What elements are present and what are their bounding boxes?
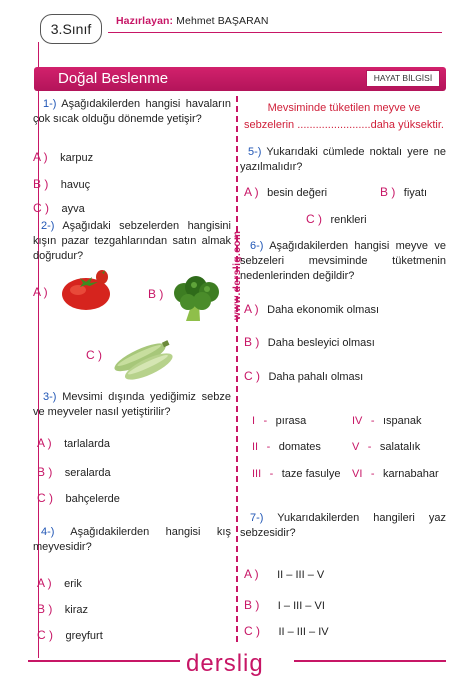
option-b[interactable] xyxy=(244,596,325,614)
option-letter: B ) xyxy=(33,177,49,191)
option-text: renkleri xyxy=(330,214,367,226)
author-label: Hazırlayan: xyxy=(116,15,174,27)
option-text: fiyatı xyxy=(403,187,428,199)
question-1 xyxy=(33,97,231,127)
option-a[interactable] xyxy=(244,300,379,318)
question-number: 1-) xyxy=(43,98,57,110)
option-a[interactable] xyxy=(244,565,324,583)
list-item xyxy=(252,464,340,482)
option-text: ayva xyxy=(61,203,85,215)
question-number: 2-) xyxy=(41,220,55,232)
option-c[interactable] xyxy=(306,210,367,228)
option-b[interactable] xyxy=(148,285,163,303)
list-separator: - xyxy=(370,415,375,427)
tomato-icon[interactable] xyxy=(58,268,116,312)
question-4 xyxy=(33,525,231,555)
question-number: 5-) xyxy=(248,146,262,158)
watermark: www.derslig.com xyxy=(232,230,243,320)
question-number: 6-) xyxy=(250,240,264,252)
option-text: Daha besleyici olması xyxy=(267,337,375,349)
option-letter: C ) xyxy=(86,348,102,362)
list-item xyxy=(252,437,321,455)
option-c[interactable] xyxy=(37,489,120,507)
broccoli-icon[interactable] xyxy=(172,275,222,323)
option-c[interactable] xyxy=(244,367,363,385)
option-text: Daha pahalı olması xyxy=(268,371,364,383)
option-text: seralarda xyxy=(64,467,111,479)
option-b[interactable] xyxy=(37,463,111,481)
option-c[interactable] xyxy=(33,199,85,217)
list-item xyxy=(252,411,306,429)
subject-badge: HAYAT BİLGİSİ xyxy=(366,70,440,87)
question-text: Yukarıdaki cümlede noktalı yere ne yazılmalıdır? xyxy=(240,146,446,173)
option-letter: B ) xyxy=(244,598,260,612)
question-text: Aşağıdakilerden hangisi havaların çok sıcak olduğu dönemde yetişir? xyxy=(33,98,231,125)
option-c[interactable] xyxy=(37,626,103,644)
option-letter: A ) xyxy=(33,285,48,299)
option-a[interactable] xyxy=(37,574,82,592)
option-text: II – III – IV xyxy=(278,626,329,638)
option-letter: C ) xyxy=(33,201,49,215)
option-text: havuç xyxy=(60,179,91,191)
question-text: Aşağıdaki sebzelerden hangisini kışın pazar tezgahlarından satın almak doğrudur? xyxy=(33,220,231,262)
option-a[interactable] xyxy=(244,183,327,201)
list-separator: - xyxy=(367,441,372,453)
option-text: erik xyxy=(64,578,82,590)
option-text: bahçelerde xyxy=(65,493,120,505)
option-letter: B ) xyxy=(37,465,53,479)
option-a[interactable] xyxy=(37,434,110,452)
page-frame-line xyxy=(38,42,39,658)
option-text: kiraz xyxy=(64,604,89,616)
question-5 xyxy=(240,145,446,175)
question-7 xyxy=(240,511,446,541)
option-letter: C ) xyxy=(37,491,53,505)
header-underline xyxy=(108,32,442,33)
list-number: V xyxy=(352,441,360,453)
option-letter: A ) xyxy=(244,567,259,581)
option-text: greyfurt xyxy=(65,630,103,642)
option-letter: B ) xyxy=(244,335,260,349)
question-6 xyxy=(240,239,446,284)
statement-line-1: Mevsiminde tüketilen meyve ve xyxy=(267,102,421,114)
option-letter: B ) xyxy=(37,602,53,616)
list-separator: - xyxy=(370,468,375,480)
option-letter: C ) xyxy=(244,624,260,638)
list-text: salatalık xyxy=(379,441,421,453)
zucchini-icon[interactable] xyxy=(112,338,176,384)
list-item xyxy=(352,437,420,455)
option-c[interactable] xyxy=(244,622,329,640)
derslig-logo[interactable]: derslig xyxy=(186,650,264,677)
option-b[interactable] xyxy=(37,600,88,618)
list-text: taze fasulye xyxy=(281,468,341,480)
option-text: tarlalarda xyxy=(64,438,110,450)
list-text: domates xyxy=(278,441,321,453)
option-b[interactable] xyxy=(380,183,427,201)
option-letter: C ) xyxy=(306,212,322,226)
question-number: 4-) xyxy=(41,526,55,538)
question-3 xyxy=(33,390,231,420)
list-separator: - xyxy=(263,415,268,427)
option-letter: C ) xyxy=(37,628,53,642)
worksheet-title: Doğal Beslenme xyxy=(58,70,169,87)
question-text: Mevsimi dışında yediğimiz sebze ve meyveler nasıl yetiştirilir? xyxy=(33,391,231,418)
option-b[interactable] xyxy=(33,175,90,193)
list-number: II xyxy=(252,441,259,453)
question-number: 7-) xyxy=(250,512,264,524)
column-divider xyxy=(236,96,238,642)
list-text: karnabahar xyxy=(382,468,439,480)
option-letter: C ) xyxy=(244,369,260,383)
option-text: Daha ekonomik olması xyxy=(267,304,380,316)
list-item xyxy=(352,411,422,429)
option-letter: A ) xyxy=(244,185,259,199)
question-number: 3-) xyxy=(43,391,57,403)
option-letter: A ) xyxy=(37,436,52,450)
author-name: Mehmet BAŞARAN xyxy=(176,15,269,27)
option-letter: A ) xyxy=(33,150,48,164)
option-a[interactable] xyxy=(33,283,48,301)
option-text: karpuz xyxy=(60,152,94,164)
list-separator: - xyxy=(266,441,271,453)
list-number: I xyxy=(252,415,256,427)
option-text: II – III – V xyxy=(277,569,325,581)
option-letter: A ) xyxy=(37,576,52,590)
list-number: IV xyxy=(352,415,363,427)
grade-label: 3.Sınıf xyxy=(40,14,102,44)
option-b[interactable] xyxy=(244,333,375,351)
option-text: I – III – VI xyxy=(277,600,325,612)
option-letter: B ) xyxy=(148,287,164,301)
option-letter: B ) xyxy=(380,185,396,199)
list-text: ıspanak xyxy=(382,415,422,427)
option-a[interactable] xyxy=(33,148,93,166)
list-number: III xyxy=(252,468,262,480)
option-letter: A ) xyxy=(244,302,259,316)
option-c[interactable] xyxy=(86,346,102,364)
author-line xyxy=(116,15,269,27)
question-2 xyxy=(33,219,231,264)
list-number: VI xyxy=(352,468,363,480)
question-text: Aşağıdakilerden hangisi kış meyvesidir? xyxy=(33,526,231,553)
list-separator: - xyxy=(269,468,274,480)
list-item xyxy=(352,464,439,482)
question-text: Aşağıdakilerden hangisi meyve ve sebzeleri mevsiminde tüketmenin nedenlerinden değildir? xyxy=(240,240,446,282)
question-text: Yukarıdakilerden hangileri yaz sebzesidir? xyxy=(240,512,446,539)
option-text: besin değeri xyxy=(267,187,328,199)
list-text: pırasa xyxy=(275,415,307,427)
statement-line-2: sebzelerin ........................daha yüksektir. xyxy=(244,119,444,131)
